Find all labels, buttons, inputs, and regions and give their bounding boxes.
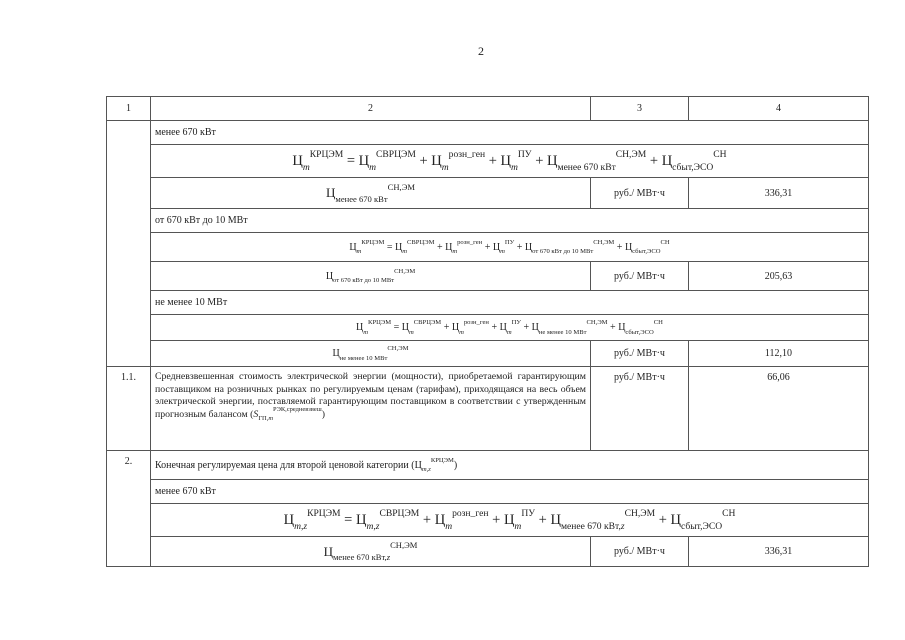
symbol-less-670: $Ц_{менее 670 кВт}^{СН,ЭМ}$ [151,178,591,209]
formula-2-less-670: $Ц_{m,z}^{КРЦЭМ} = Ц_{m,z}^{СВРЦЭМ} + Ц_m^{розн\_ген} + Ц_m^{ПУ} + Ц_{менее 670 кВт,z}^{СН,ЭМ} + Ц_{сбыт,ЭСО}^{СН}$ [151,504,869,537]
formula-ge-10: $Ц_m^{КРЦЭМ} = Ц_m^{СВРЦЭМ} + Ц_m^{розн\_ген} + Ц_m^{ПУ} + Ц_{не менее 10 МВт}^{СН,ЭМ} + Ц_{сбыт,ЭСО}^{СН}$ [151,315,869,341]
label-2-less-670: менее 670 кВт [151,480,869,504]
page-number: 2 [478,44,484,58]
row-a-formula [107,145,869,178]
row-c-value [107,341,869,367]
row-1-1 [107,367,869,451]
label-670-to-10: от 670 кВт до 10 МВт [151,209,869,233]
row-c-formula [107,315,869,341]
row-2a-label [107,480,869,504]
description-1-1: Средневзвешенная стоимость электрической энергии (мощности), приобретаемой гарантирующим поставщиком на розничных рынках по регулируемым ценам (тарифам), приходящаяся на весь объем электрической энергии, поставляемой гарантирующим поставщиком в соответствии с утвержденным прогнозным балансом $(S_{ГП,m}^{РЭК,средневзвеш})$ [151,367,591,451]
row-b-formula [107,233,869,262]
value-a: 336,31 [689,178,869,209]
table-header-row [107,97,869,121]
row-b-label [107,209,869,233]
unit-b: руб./ МВт·ч [591,262,689,291]
header-col-1: 1 [107,97,151,121]
formula-670-to-10: $Ц_m^{КРЦЭМ} = Ц_m^{СВРЦЭМ} + Ц_m^{розн\_ген} + Ц_m^{ПУ} + Ц_{от 670 кВт до 10 МВт}^{СН,ЭМ} + Ц_{сбыт,ЭСО}^{СН}$ [151,233,869,262]
label-less-670: менее 670 кВт [151,121,869,145]
row-c-label [107,291,869,315]
unit-2a: руб./ МВт·ч [591,537,689,567]
row-a-value [107,178,869,209]
tariff-table [106,96,869,567]
row-2-title [107,451,869,480]
row-2a-formula [107,504,869,537]
formula-less-670: $Ц_m^{КРЦЭМ} = Ц_m^{СВРЦЭМ} + Ц_m^{розн\_ген} + Ц_m^{ПУ} + Ц_{менее 670 кВт}^{СН,ЭМ} + Ц_{сбыт,ЭСО}^{СН}$ [151,145,869,178]
value-2a: 336,31 [689,537,869,567]
symbol-670-to-10: $Ц_{от 670 кВт до 10 МВт}^{СН,ЭМ}$ [151,262,591,291]
header-col-3: 3 [591,97,689,121]
unit-1-1: руб./ МВт·ч [591,367,689,451]
row-b-value [107,262,869,291]
value-b: 205,63 [689,262,869,291]
symbol-2-less-670: $Ц_{менее 670 кВт,z}^{СН,ЭМ}$ [151,537,591,567]
row-a-label [107,121,869,145]
row-number-empty [107,121,151,367]
row-number-2: 2. [107,451,151,567]
unit-a: руб./ МВт·ч [591,178,689,209]
value-c: 112,10 [689,341,869,367]
label-ge-10: не менее 10 МВт [151,291,869,315]
value-1-1: 66,06 [689,367,869,451]
row-number-1-1: 1.1. [107,367,151,451]
description-2: Конечная регулируемая цена для второй ценовой категории $(Ц_{m,z}^{КРЦЭМ})$ [151,451,869,480]
row-2a-value [107,537,869,567]
symbol-ge-10: $Ц_{не менее 10 МВт}^{СН,ЭМ}$ [151,341,591,367]
unit-c: руб./ МВт·ч [591,341,689,367]
header-col-4: 4 [689,97,869,121]
header-col-2: 2 [151,97,591,121]
